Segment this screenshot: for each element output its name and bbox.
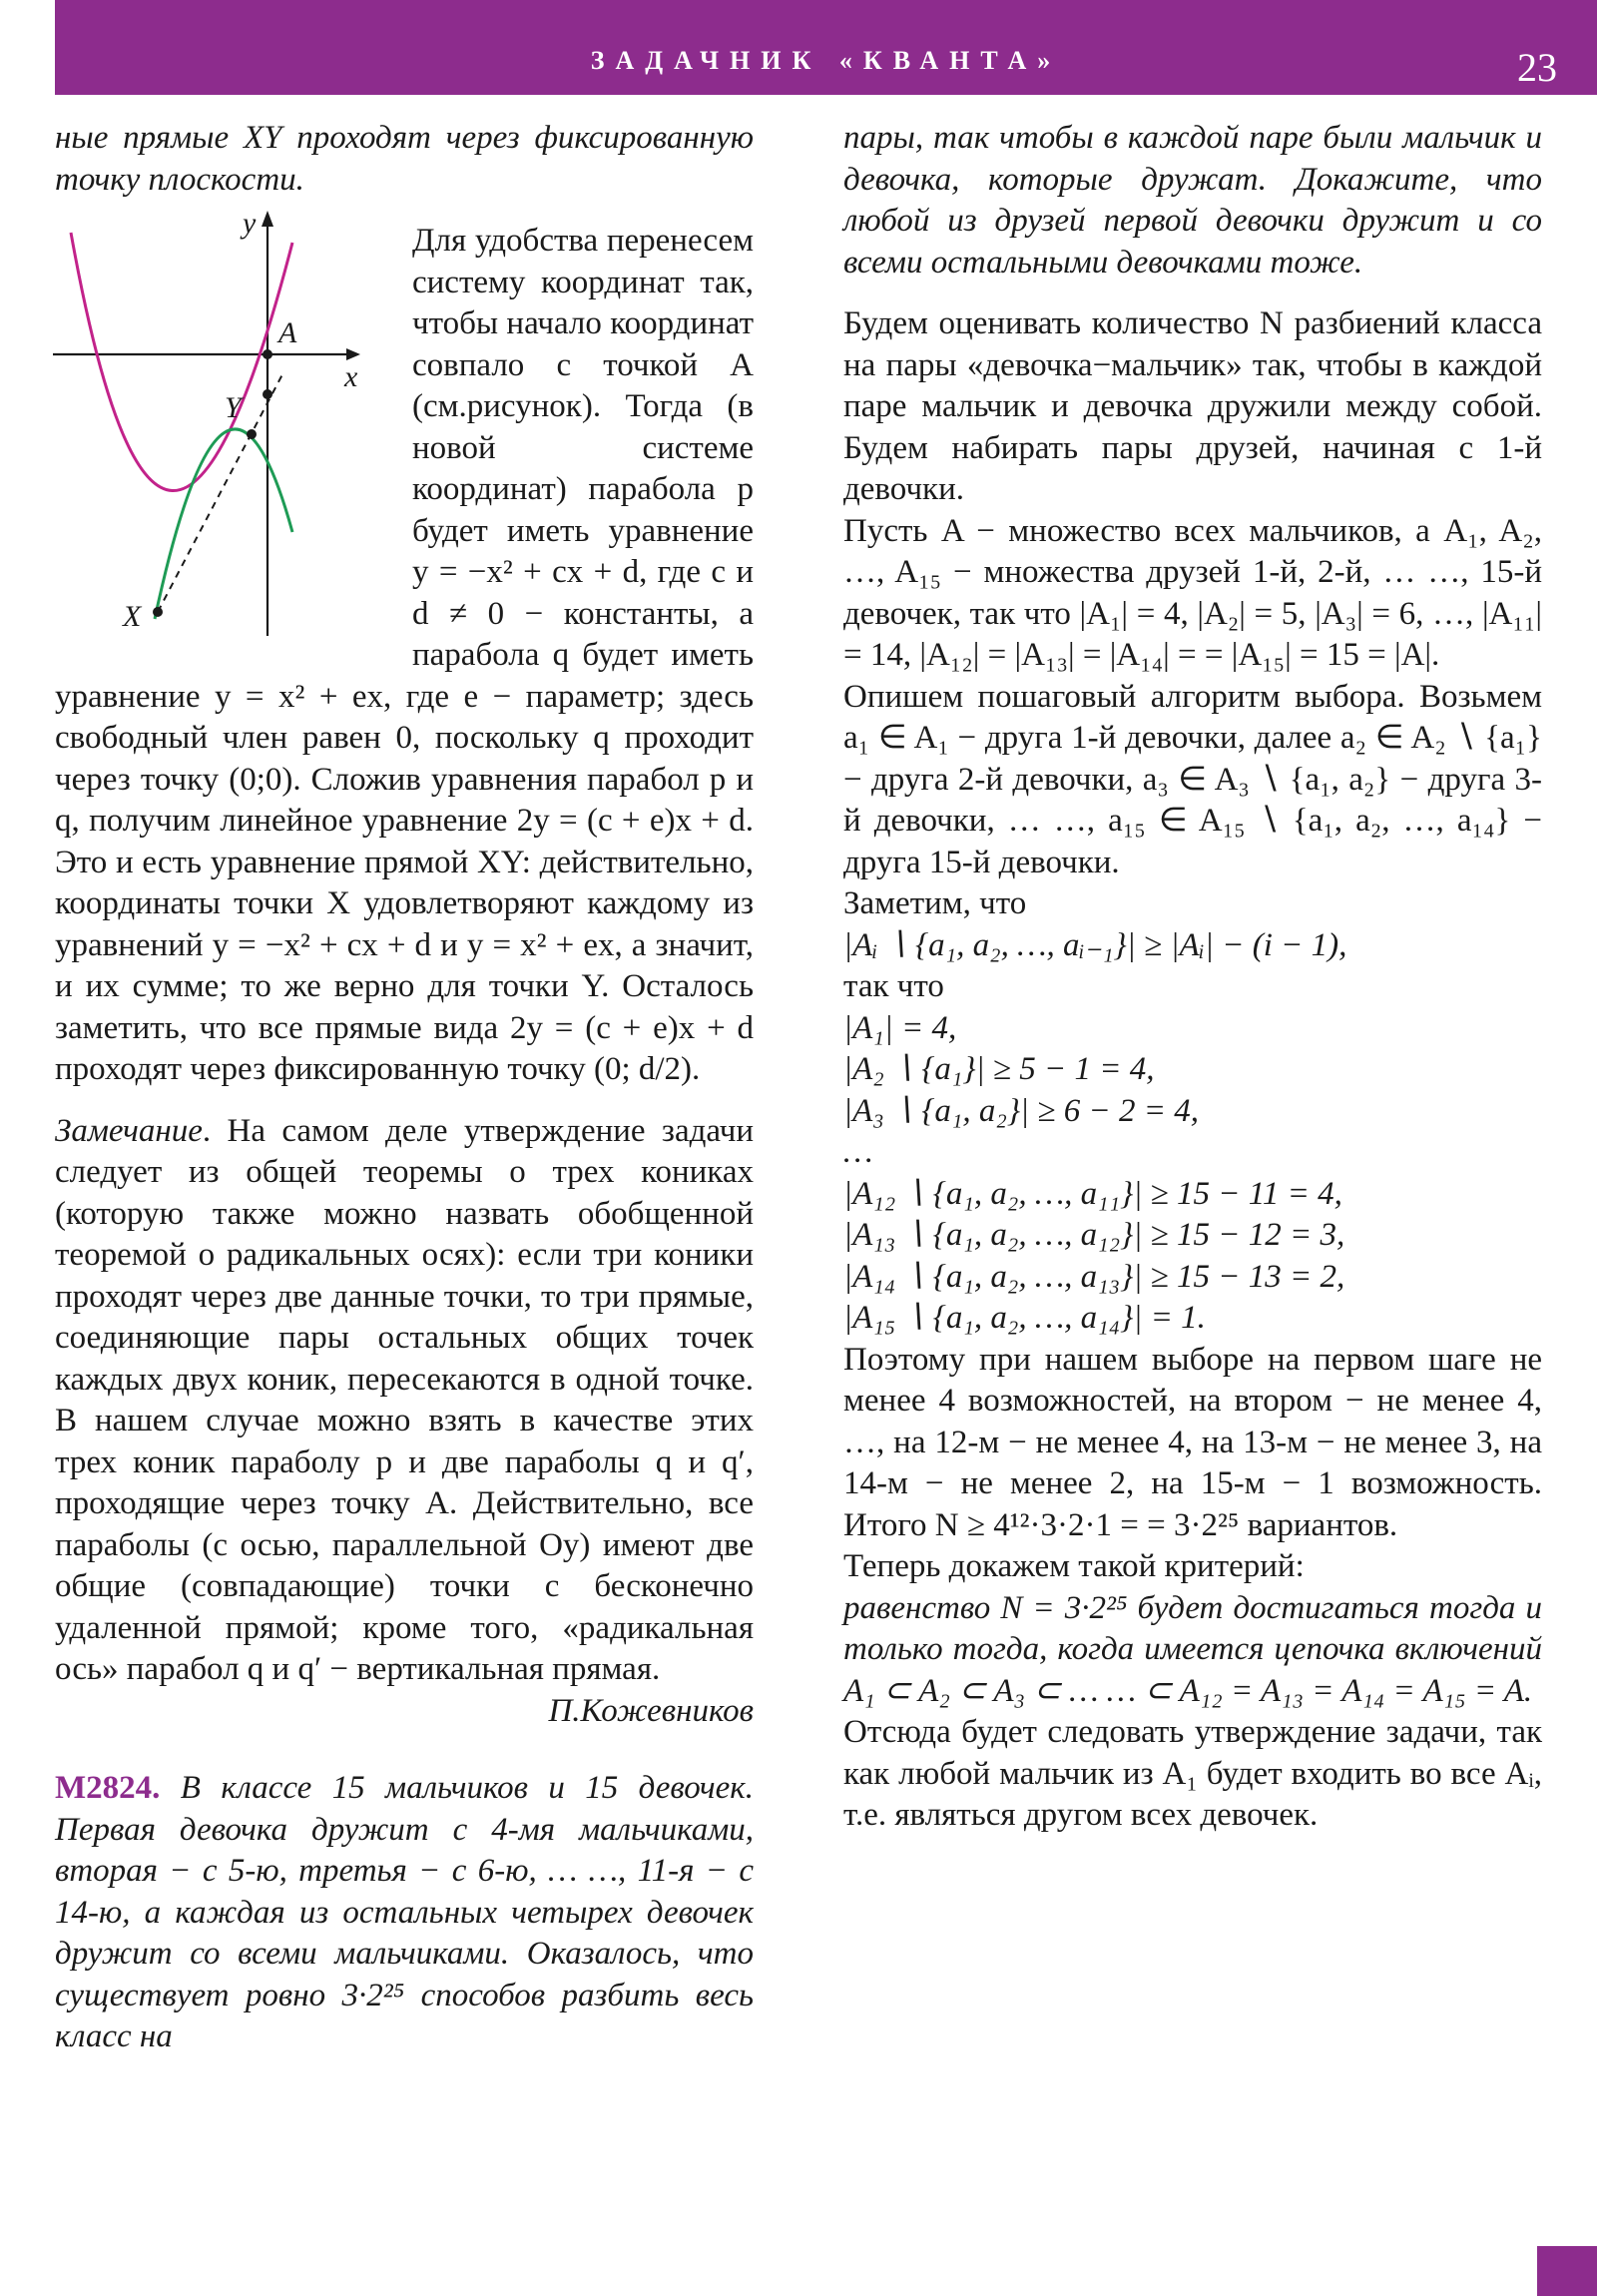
formula-line: … (843, 1134, 873, 1170)
left-column (55, 118, 754, 2058)
point-a (263, 349, 272, 359)
remark-label: Замечание (55, 1112, 203, 1149)
problem-continuation: пары, так чтобы в каждой паре были мальчик и девочка, которые дружат. Докажите, что любой из друзей первой девочки дружит и со всеми остальными девочками тоже. (843, 120, 1542, 281)
label-point-a: A (278, 316, 297, 349)
formula-line: |A₂ ∖ {a₁}| ≥ 5 − 1 = 4, (843, 1051, 1155, 1087)
problem-text: В классе 15 мальчиков и 15 девочек. Первая девочка дружит с 4-мя мальчиками, вторая − с 5-ю, третья − с 6-ю, … …, 11-я − с 14-ю, а каждая из остальных четырех девочек дружит со всеми мальчиками. Оказалось, что существует ровно 3·2²⁵ способов разбить весь класс на (55, 1770, 754, 2054)
problem-statement (55, 1768, 754, 2058)
so-that-text: так что (843, 968, 944, 1004)
note-text: Заметим, что (843, 885, 1027, 921)
formula-line: |A₃ ∖ {a₁, a₂}| ≥ 6 − 2 = 4, (843, 1092, 1200, 1129)
label-y-axis: y (243, 207, 257, 240)
header-bar (55, 0, 1597, 95)
general-inequality: |Aᵢ ∖ {a₁, a₂, …, aᵢ₋₁}| ≥ |Aᵢ| − (i − 1), (843, 926, 1347, 963)
corner-decoration (1537, 2246, 1597, 2296)
x-axis-arrow (346, 348, 360, 360)
remark-paragraph (55, 1111, 754, 1691)
criterion-intro: Теперь докажем такой критерий: (843, 1548, 1305, 1584)
sets-definition: Пусть A − множество всех мальчиков, а A₁, A₂, …, A₁₅ − множества друзей 1-й, 2-й, … …, 15-й девочек, так что |A₁| = 4, |A₂| = 5, |A₃| = 6, …, |A₁₁| = 14, |A₁₂| = |A₁₃| = |A₁₄| = = |A₁₅| = 15 = |A|. (843, 512, 1542, 673)
y-axis-arrow (262, 211, 273, 227)
point-fixed (263, 389, 272, 399)
formula-line: |A₁₂ ∖ {a₁, a₂, …, a₁₁}| ≥ 15 − 11 = 4, (843, 1175, 1342, 1212)
parabola-diagram (53, 205, 402, 636)
parabola-p (71, 233, 292, 491)
line-xy (158, 374, 282, 612)
solution-paragraph: Для удобства перенесем систему координат так, чтобы начало координат совпало с точкой A (см.рисунок). Тогда (в новой системе координат) парабола p будет иметь уравнение y = −x² + cx + d, где c и d ≠ 0 − константы, а парабола q будет иметь уравнение y = x² + ex, где e − параметр; здесь свободный член равен 0, поскольку q проходит через точку (0;0). Сложив уравнения парабол p и q, получим линейное уравнение 2y = (c + e)x + d. Это и есть уравнение прямой XY: действительно, координаты точки X удовлетворяют каждому из уравнений y = −x² + cx + d и y = x² + ex, а значит, и их сумме; то же верно для точки Y. Осталось заметить, что все прямые вида 2y = (c + e)x + d проходят через фиксированную точку (0; d/2). (55, 223, 754, 1087)
label-point-y: Y (225, 391, 242, 424)
formula-line: |A₁₄ ∖ {a₁, a₂, …, a₁₃}| ≥ 15 − 13 = 2, (843, 1258, 1345, 1295)
criterion-statement: равенство N = 3·2²⁵ будет достигаться тогда и только тогда, когда имеется цепочка включений A₁ ⊂ A₂ ⊂ A₃ ⊂ … … ⊂ A₁₂ = A₁₃ = A₁₄ = A₁₅ = A. (843, 1589, 1542, 1709)
right-column (843, 118, 1542, 1837)
formula-line: |A₁₃ ∖ {a₁, a₂, …, a₁₂}| ≥ 15 − 12 = 3, (843, 1217, 1345, 1253)
formula-line: |A₁| = 4, (843, 1009, 957, 1046)
conclusion-paragraph: Отсюда будет следовать утверждение задачи, так как любой мальчик из A₁ будет входить во все Aᵢ, т.е. являться другом всех девочек. (843, 1714, 1542, 1833)
solution-intro: Будем оценивать количество N разбиений класса на пары «девочка−мальчик» так, чтобы в каждой паре мальчик и девочка дружили между собой. Будем набирать пары друзей, начиная с 1-й девочки. (843, 305, 1542, 507)
label-point-x: X (123, 600, 142, 633)
point-x (153, 607, 163, 617)
label-x-axis: x (344, 360, 358, 393)
remark-text: . На самом деле утверждение задачи следует из общей теоремы о трех кониках (которую также можно назвать обобщенной теоремой о радикальных осях): если три коники проходят через две данные точки, то три прямые, соединяющие пары остальных общих точек каждых двух коник, пересекаются в одной точке. В нашем случае можно взять в качестве этих трех коник параболу p и две параболы q и q′, проходящие через точку A. Действительно, все параболы (с осью, параллельной Oy) имеют две общие (совпадающие) точки с бесконечно удаленной прямой; кроме того, «радикальная ось» парабол q и q′ − вертикальная прямая. (55, 1112, 754, 1687)
continuation-text: ные прямые XY проходят через фиксированную точку плоскости. (55, 120, 754, 198)
problem-number: М2824. (55, 1770, 161, 1806)
page-number: 23 (1517, 45, 1557, 90)
parabola-figure (53, 205, 402, 636)
parabola-q (155, 429, 292, 619)
formula-line: |A₁₅ ∖ {a₁, a₂, …, a₁₄}| = 1. (843, 1300, 1206, 1336)
point-y (247, 429, 257, 439)
algorithm-paragraph: Опишем пошаговый алгоритм выбора. Возьмем a₁ ∈ A₁ − друга 1-й девочки, далее a₂ ∈ A₂ ∖ {a₁} − друга 2-й девочки, a₃ ∈ A₃ ∖ {a₁, a₂} − друга 3-й девочки, … …, a₁₅ ∈ A₁₅ ∖ {a₁, a₂, …, a₁₄} − друга 15-й девочки. (843, 678, 1542, 880)
author-signature: П.Кожевников (548, 1692, 754, 1729)
running-header: ЗАДАЧНИК «КВАНТА» (590, 46, 1062, 75)
counting-paragraph: Поэтому при нашем выборе на первом шаге не менее 4 возможностей, на втором − не менее 4, …, на 12-м − не менее 4, на 13-м − не менее 3, на 14-м − не менее 2, на 15-м − 1 возможность. Итого N ≥ 4¹²·3·2·1 = = 3·2²⁵ вариантов. (843, 1341, 1542, 1543)
